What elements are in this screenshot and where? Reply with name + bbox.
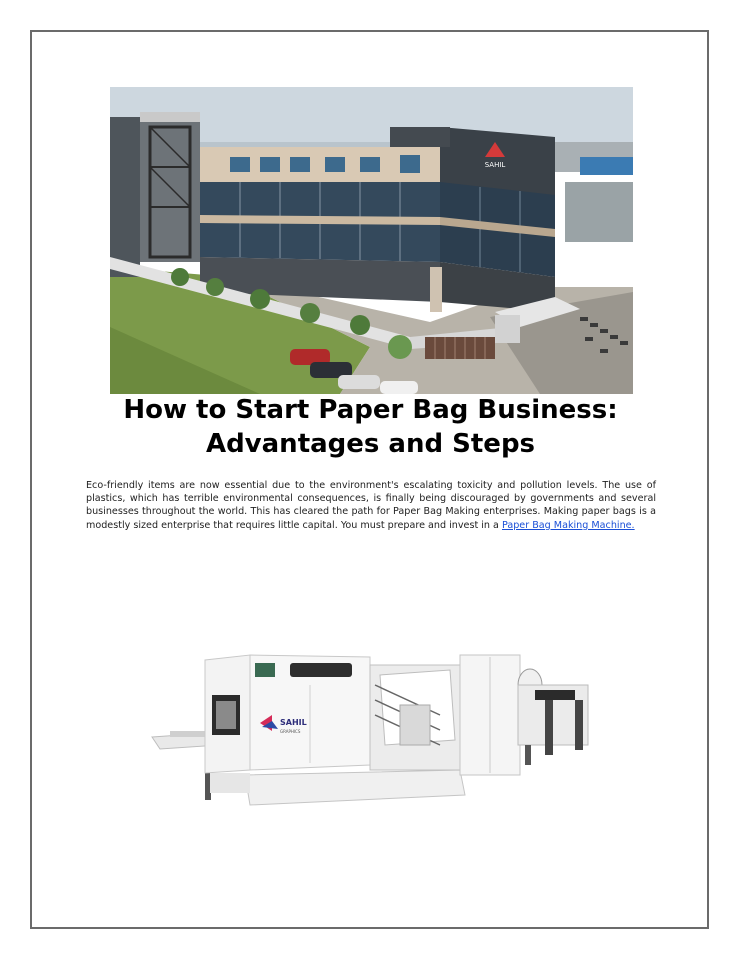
- factory-building-photo: [110, 87, 633, 394]
- intro-paragraph: [86, 479, 656, 532]
- paper-bag-machine-illustration: [150, 645, 600, 815]
- intro-paragraph-text: Eco-friendly items are now essential due to the environment's escalating toxicity and pollution levels. The use of plastics, which has terrible environmental consequences, is finally being discouraged by governments and several businesses throughout the world. This has cleared the path for Paper Bag Making enterprises. Making paper bags is a modestly sized enterprise that requires little capital. You must prepare and invest in a: [86, 480, 656, 531]
- machine-logo-subtext: GRAPHICS: [280, 729, 301, 734]
- page-title-line-1: How to Start Paper Bag Business:: [123, 395, 618, 425]
- page-title: [60, 393, 681, 461]
- machine-logo-text: SAHIL: [280, 718, 307, 727]
- paper-bag-machine-link[interactable]: Paper Bag Making Machine.: [501, 519, 635, 531]
- page-title-line-2: Advantages and Steps: [205, 429, 536, 459]
- building-sign-text: SAHIL: [484, 161, 506, 169]
- paper-bag-machine-photo: [150, 645, 600, 815]
- factory-building-illustration: [110, 87, 633, 394]
